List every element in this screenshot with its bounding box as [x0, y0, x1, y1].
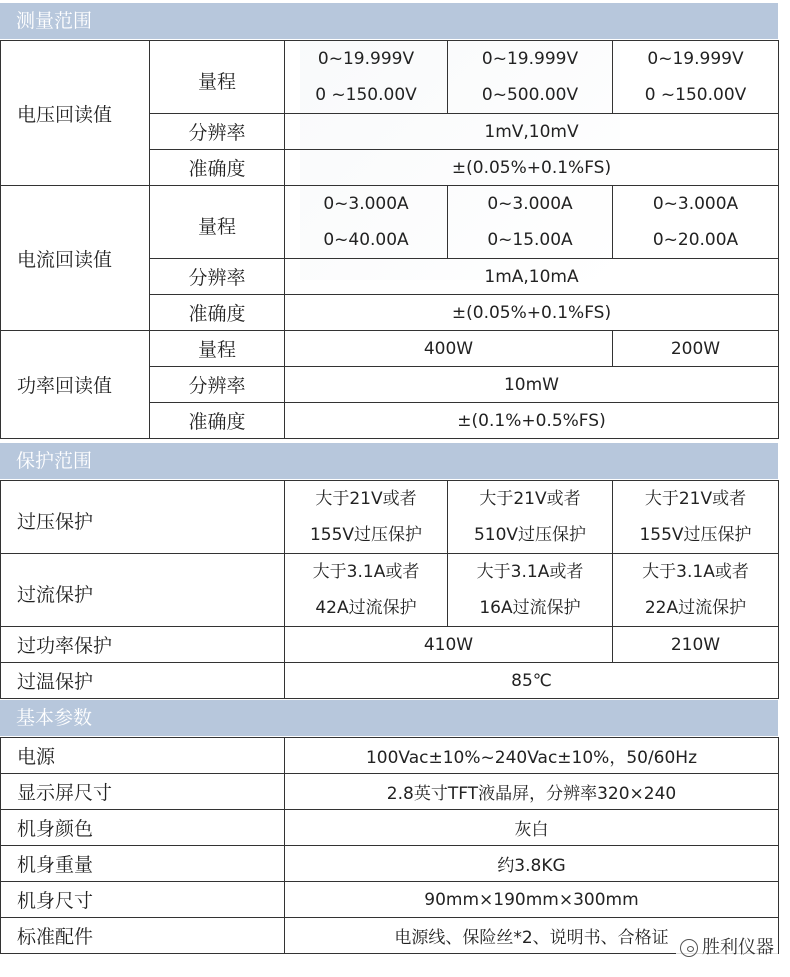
ovp-cell — [285, 481, 448, 554]
otp-label: 过温保护 — [1, 663, 285, 699]
ocp-value: 大于3.1A或者 — [312, 562, 420, 582]
ovp-label: 过压保护 — [1, 481, 285, 554]
power-range-value-b: 200W — [613, 331, 779, 367]
ovp-value: 155V过压保护 — [309, 525, 423, 545]
basic-row — [1, 738, 779, 774]
voltage-range-value: 0 ~150.00V — [644, 85, 747, 105]
otp-value: 85℃ — [285, 663, 779, 699]
ocp-row — [1, 554, 779, 627]
power-accuracy-label: 准确度 — [150, 403, 285, 439]
ocp-cell — [448, 554, 613, 627]
voltage-range-value: 0 ~150.00V — [315, 85, 417, 105]
current-group-label: 电流回读值 — [1, 186, 150, 331]
basic-label: 电源 — [1, 738, 285, 774]
current-accuracy-value: ±(0.05%+0.1%FS) — [285, 295, 779, 331]
power-range-label: 量程 — [150, 331, 285, 367]
basic-row — [1, 810, 779, 846]
basic-row — [1, 846, 779, 882]
ocp-cell — [285, 554, 448, 627]
basic-row — [1, 774, 779, 810]
section-header-measure: 测量范围 — [0, 3, 778, 39]
ocp-value: 大于3.1A或者 — [476, 562, 584, 582]
current-range-value: 0~40.00A — [323, 230, 409, 250]
otp-row — [1, 663, 779, 699]
current-resolution-value: 1mA,10mA — [285, 259, 779, 295]
current-range-value: 0~15.00A — [487, 230, 573, 250]
basic-table — [0, 737, 779, 954]
voltage-range-value: 0~19.999V — [481, 49, 579, 69]
power-range-row — [1, 331, 779, 367]
voltage-group-label: 电压回读值 — [1, 41, 150, 186]
current-range-value: 0~20.00A — [652, 230, 739, 250]
voltage-range-cell — [285, 41, 448, 114]
current-range-cell — [448, 186, 613, 259]
ocp-value: 大于3.1A或者 — [642, 562, 749, 582]
measure-table — [0, 40, 779, 439]
current-range-label: 量程 — [150, 186, 285, 259]
basic-label: 机身颜色 — [1, 810, 285, 846]
basic-value: 2.8英寸TFT液晶屏，分辨率320×240 — [285, 774, 779, 810]
basic-value: 灰白 — [285, 810, 779, 846]
current-range-value: 0~3.000A — [652, 194, 739, 214]
basic-label: 显示屏尺寸 — [1, 774, 285, 810]
ovp-value: 大于21V或者 — [315, 489, 417, 509]
basic-label: 机身重量 — [1, 846, 285, 882]
ovp-cell — [613, 481, 779, 554]
voltage-range-row — [1, 41, 779, 114]
power-accuracy-value: ±(0.1%+0.5%FS) — [285, 403, 779, 439]
ovp-cell — [448, 481, 613, 554]
opp-row — [1, 627, 779, 663]
basic-value: 90mm×190mm×300mm — [285, 882, 779, 918]
voltage-resolution-label: 分辨率 — [150, 114, 285, 150]
protect-table — [0, 480, 779, 699]
power-group-label: 功率回读值 — [1, 331, 150, 439]
opp-value-b: 210W — [613, 627, 779, 663]
watermark — [676, 933, 778, 959]
ovp-row — [1, 481, 779, 554]
wechat-icon — [680, 939, 698, 957]
power-range-value-a: 400W — [285, 331, 613, 367]
opp-value-a: 410W — [285, 627, 613, 663]
section-header-basic: 基本参数 — [0, 700, 778, 736]
ocp-label: 过流保护 — [1, 554, 285, 627]
voltage-accuracy-label: 准确度 — [150, 150, 285, 186]
ocp-value: 42A过流保护 — [315, 598, 417, 618]
ocp-value: 16A过流保护 — [479, 598, 581, 618]
current-range-row — [1, 186, 779, 259]
voltage-range-cell — [613, 41, 779, 114]
current-range-cell — [613, 186, 779, 259]
section-header-protect: 保护范围 — [0, 443, 778, 479]
voltage-range-value: 0~19.999V — [317, 49, 415, 69]
voltage-range-value: 0~19.999V — [647, 49, 744, 69]
basic-label: 标准配件 — [1, 918, 285, 954]
ovp-value: 510V过压保护 — [473, 525, 587, 545]
ovp-value: 大于21V或者 — [644, 489, 747, 509]
voltage-accuracy-value: ±(0.05%+0.1%FS) — [285, 150, 779, 186]
current-range-value: 0~3.000A — [323, 194, 409, 214]
current-range-cell — [285, 186, 448, 259]
current-accuracy-label: 准确度 — [150, 295, 285, 331]
basic-label: 机身尺寸 — [1, 882, 285, 918]
ovp-value: 大于21V或者 — [479, 489, 581, 509]
ovp-value: 155V过压保护 — [639, 525, 752, 545]
basic-row — [1, 882, 779, 918]
ocp-value: 22A过流保护 — [644, 598, 747, 618]
current-resolution-label: 分辨率 — [150, 259, 285, 295]
opp-label: 过功率保护 — [1, 627, 285, 663]
voltage-range-label: 量程 — [150, 41, 285, 114]
basic-value: 电源线、保险丝*2、说明书、合格证 — [285, 918, 779, 954]
voltage-range-value: 0~500.00V — [481, 85, 579, 105]
current-range-value: 0~3.000A — [487, 194, 573, 214]
basic-value: 100Vac±10%~240Vac±10%，50/60Hz — [285, 738, 779, 774]
voltage-range-cell — [448, 41, 613, 114]
power-resolution-value: 10mW — [285, 367, 779, 403]
ocp-cell — [613, 554, 779, 627]
basic-value: 约3.8KG — [285, 846, 779, 882]
voltage-resolution-value: 1mV,10mV — [285, 114, 779, 150]
watermark-text: 胜利仪器 — [702, 937, 774, 958]
basic-row — [1, 918, 779, 954]
power-resolution-label: 分辨率 — [150, 367, 285, 403]
